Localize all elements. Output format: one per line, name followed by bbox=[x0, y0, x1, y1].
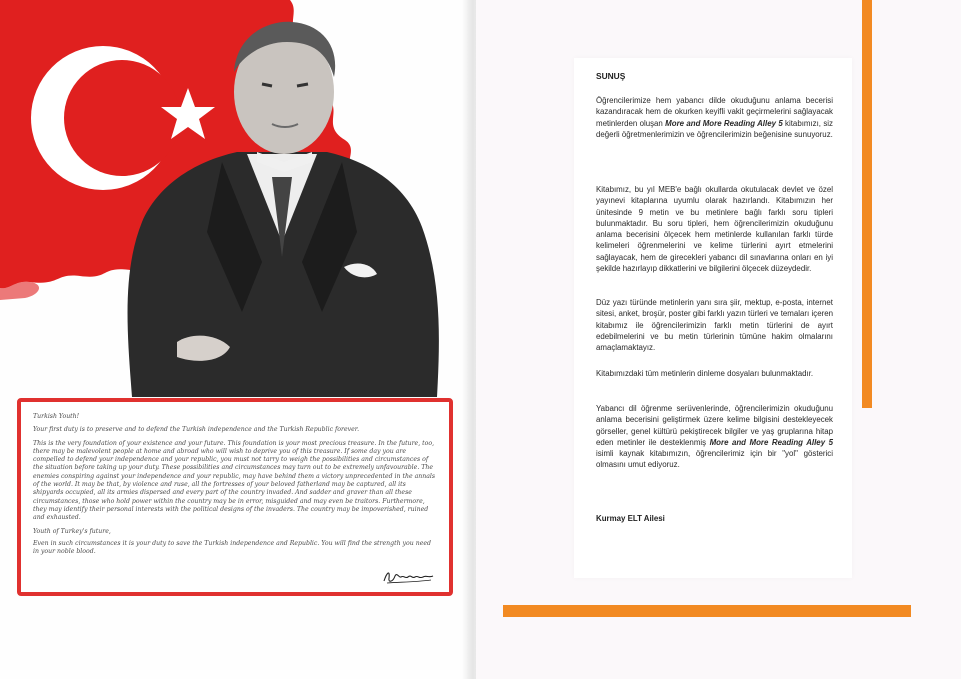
youth-address-box bbox=[17, 398, 453, 596]
book-title: More and More Reading Alley 5 bbox=[709, 437, 833, 447]
youth-paragraph-1: Your first duty is to preserve and to defend the Turkish independence and the Turkish Republic forever. bbox=[33, 426, 360, 434]
youth-paragraph-3: Youth of Turkey's future, bbox=[33, 527, 111, 535]
foreword-paragraph-5: Yabancı dil öğrenme serüvenlerinde, öğrencilerimizin okuduğunu anlama becerisini geliştirmek üzere kelime bilgisini destekleyecek görseller, genel kültürü pekiştirecek bilgiler ve yaş gruplarına hitap eden metinler ile desteklenmiş More and More Reading Alley 5 isimli kaynak kitabımızın, öğrencilerimiz için bir "yol" gösterici olmasını umut ediyoruz. bbox=[596, 404, 833, 470]
left-page bbox=[0, 0, 470, 679]
foreword-paragraph-4: Kitabımızdaki tüm metinlerin dinleme dosyaları bulunmaktadır. bbox=[596, 369, 814, 378]
youth-greeting: Turkish Youth! bbox=[33, 413, 80, 420]
book-title: More and More Reading Alley 5 bbox=[665, 118, 783, 128]
youth-paragraph-2: This is the very foundation of your existence and your future. This foundation is your most precious treasure. In the future, too, there may be malevolent people at home and abroad who will wish to deprive you of this treasure. If some day you are compelled to defend your independence and your republic, you must not tarry to weigh the possibilities and circumstances of the situation before taking up your duty. These possibilities and circumstances may turn out to be extremely unfavourable. The enemies conspiring against your independence and your republic, may have behind them a victory unprecedented in the annals of the world. It may be that, by violence and ruse, all the fortresses of your beloved fatherland may be captured, all its shipyards occupied, all its armies dispersed and every part of the country invaded. And sadder and graver than all these circumstances, those who hold power within the country may be in error, misguided and may even be traitors. Furthermore, they may identify their personal interests with the political designs of the invaders. The country may be impoverished, ruined and exhausted. bbox=[33, 439, 436, 522]
foreword-paragraph-1: Öğrencilerimize hem yabancı dilde okuduğunu anlama becerisi kazandıracak hem de okurken keyifli vakit geçirmelerini sağlayacak metinlerden oluşan More and More Reading Alley 5 kitabımızı, siz değerli öğretmenlerimizin ve öğrencilerimizin beğenisine sunuyoruz. bbox=[596, 96, 833, 139]
foreword-signature: Kurmay ELT Ailesi bbox=[596, 514, 665, 523]
portrait-image bbox=[112, 12, 450, 397]
foreword-paragraph-2: Kitabımız, bu yıl MEB'e bağlı okullarda okutulacak devlet ve özel yayınevi kitaplarına uyumlu olarak hazırlandı. Kitabımızın her ünitesinde 9 metin ve bu metinlere bağlı farklı soru tipleri bulunmaktadır. Bu soru tipleri, hem öğrencilerimizin okuduğunu anlama becerisini ölçecek hem metinlerde kullanılan farklı türde kelimeleri öğrenmelerini ve kelime türlerini ayırt etmelerini sağlayacak, hem de girecekleri yabancı dil sınavlarına onları en iyi şekilde hazırlayıp dikkatlerini ve bilgilerini ölçecek düzeydedir. bbox=[596, 185, 833, 274]
youth-paragraph-4: Even in such circumstances it is your duty to save the Turkish independence and Republic. You will find the strength you need in your noble blood. bbox=[33, 539, 431, 556]
foreword-paragraph-3: Düz yazı türünde metinlerin yanı sıra şiir, mektup, e-posta, internet sitesi, anket, broşür, poster gibi farklı yazın türleri ve temaları içeren kitabımız ile öğrencilerimizin farklı metin türlerini de ayırt edebilmelerini ve bu metin türlerinin tümüne hakim olmalarını amaçlamaktayız. bbox=[596, 298, 833, 353]
foreword-title: SUNUŞ bbox=[596, 71, 626, 81]
orange-vertical-bar bbox=[862, 0, 872, 408]
orange-horizontal-bar bbox=[503, 605, 911, 617]
ataturk-signature-image bbox=[381, 566, 439, 586]
